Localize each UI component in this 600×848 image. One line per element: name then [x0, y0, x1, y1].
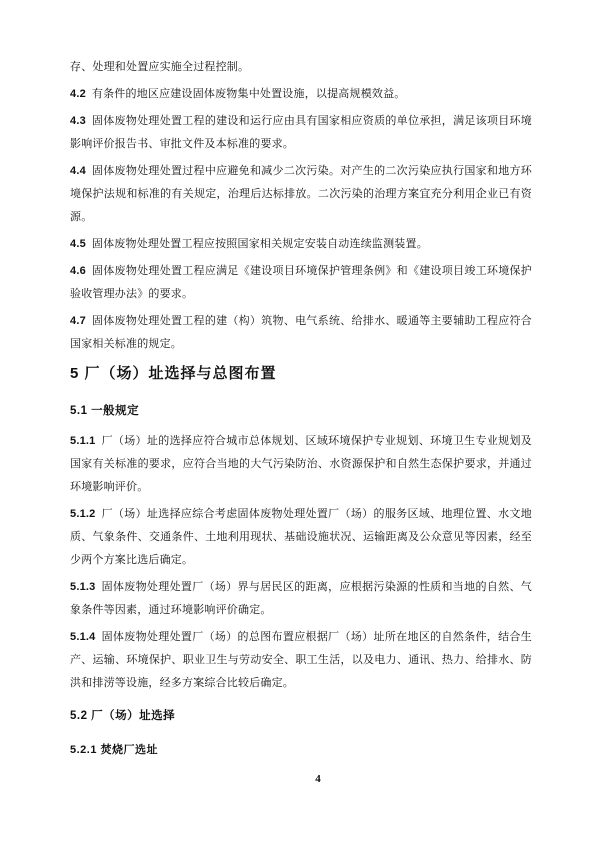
- clause-text: 存、处理和处置应实施全过程控制。: [70, 61, 250, 73]
- clause-text: 固体废物处理处置工程应满足《建设项目环境保护管理条例》和《建设项目竣工环境保护验收管理办法》的要求。: [70, 265, 532, 300]
- clause-paragraph: [70, 430, 532, 499]
- clause-number: 4.2: [70, 88, 86, 100]
- clause-paragraph: [70, 576, 532, 622]
- clause-text: 厂（场）址的选择应符合城市总体规划、区域环境保护专业规划、环境卫生专业规划及国家有关标准的要求，应符合当地的大气污染防治、水资源保护和自然生态保护要求，并通过环境影响评价。: [70, 435, 532, 493]
- clause-text: 固体废物处理处置厂（场）的总图布置应根据厂（场）址所在地区的自然条件，结合生产、运输、环境保护、职业卫生与劳动安全、职工生活，以及电力、通讯、热力、给排水、防洪和排涝等设施，经多方案综合比较后确定。: [70, 631, 532, 689]
- clause-paragraph: [70, 260, 532, 306]
- clause-text: 固体废物处理处置工程的建（构）筑物、电气系统、给排水、暖通等主要辅助工程应符合国家相关标准的规定。: [70, 315, 532, 350]
- clause-paragraph: [70, 233, 532, 256]
- clause-number: 4.7: [70, 315, 86, 327]
- clause-paragraph: [70, 83, 532, 106]
- clause-number: 4.3: [70, 115, 86, 127]
- clause-number: 5.1.1: [70, 435, 96, 447]
- clause-number: 5.1.2: [70, 508, 96, 520]
- subsection-heading: 5.2 厂（场）址选择: [70, 710, 176, 722]
- clause-paragraph: [70, 503, 532, 572]
- continuation-paragraph: [70, 56, 532, 79]
- clause-number: 5.1.4: [70, 631, 96, 643]
- subsubsection-heading: 5.2.1 焚烧厂选址: [70, 744, 159, 756]
- page-number: 4: [315, 773, 321, 785]
- clause-paragraph: [70, 626, 532, 695]
- clause-number: 4.6: [70, 265, 86, 277]
- clause-number: 5.1.3: [70, 581, 96, 593]
- clause-paragraph: [70, 110, 532, 156]
- clause-text: 固体废物处理处置厂（场）界与居民区的距离，应根据污染源的性质和当地的自然、气象条件等因素，通过环境影响评价确定。: [70, 581, 532, 616]
- clause-text: 固体废物处理处置工程的建设和运行应由具有国家相应资质的单位承担，满足该项目环境影响评价报告书、审批文件及本标准的要求。: [70, 115, 532, 150]
- clause-text: 有条件的地区应建设固体废物集中处置设施，以提高规模效益。: [91, 88, 406, 100]
- clause-paragraph: [70, 310, 532, 356]
- clause-paragraph: [70, 160, 532, 229]
- section-heading: 5 厂（场）址选择与总图布置: [70, 365, 277, 382]
- clause-text: 固体废物处理处置工程应按照国家相关规定安装自动连续监测装置。: [91, 238, 428, 250]
- document-content: [70, 56, 532, 769]
- clause-text: 厂（场）址选择应综合考虑固体废物处理处置厂（场）的服务区域、地理位置、水文地质、气象条件、交通条件、土地利用现状、基础设施状况、运输距离及公众意见等因素，经至少两个方案比选后确定。: [70, 508, 532, 566]
- clause-number: 4.5: [70, 238, 86, 250]
- clause-number: 4.4: [70, 165, 86, 177]
- subsection-heading: 5.1 一般规定: [70, 405, 140, 417]
- clause-text: 固体废物处理处置过程中应避免和减少二次污染。对产生的二次污染应执行国家和地方环境保护法规和标准的有关规定，治理后达标排放。二次污染的治理方案宜充分利用企业已有资源。: [70, 165, 532, 223]
